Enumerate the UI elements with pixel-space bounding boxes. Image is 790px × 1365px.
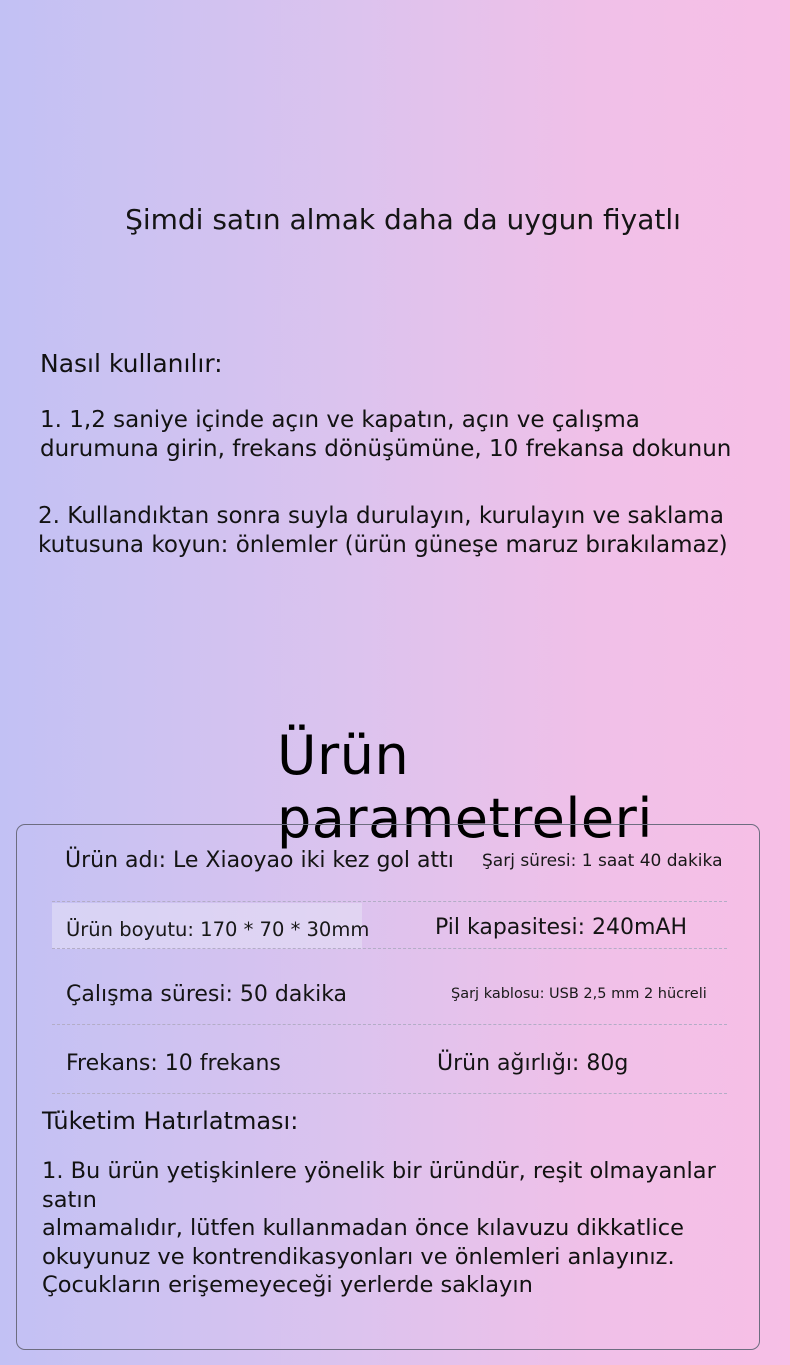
step-1-line-1: 1. 1,2 saniye içinde açın ve kapatın, açın ve çalışma (40, 407, 640, 433)
param-working-time: Çalışma süresi: 50 dakika (66, 982, 348, 1007)
reminder-line-4: Çocukların erişemeyeceği yerlerde saklayın (42, 1272, 533, 1298)
step-2-line-1: 2. Kullandıktan sonra suyla durulayın, kurulayın ve saklama (38, 503, 724, 529)
reminder-title: Tüketim Hatırlatması: (42, 1107, 299, 1135)
reminder-line-3: okuyunuz ve kontrendikasyonları ve önlemleri anlayınız. (42, 1243, 675, 1270)
row-divider (52, 1093, 727, 1094)
param-product-name: Ürün adı: Le Xiaoyao iki kez gol attı (65, 848, 454, 873)
reminder-line-2: almamalıdır, lütfen kullanmadan önce kılavuzu dikkatlice (42, 1215, 684, 1241)
step-1-line-2: durumuna girin, frekans dönüşümüne, 10 frekansa dokunun (40, 436, 732, 462)
how-to-step-1 (40, 406, 760, 464)
promo-text: Şimdi satın almak daha da uygun fiyatlı (125, 203, 681, 236)
param-battery-capacity: Pil kapasitesi: 240mAH (435, 915, 688, 940)
reminder-line-1: 1. Bu ürün yetişkinlere yönelik bir üründür, reşit olmayanlar satın (42, 1158, 716, 1213)
row-divider (52, 901, 727, 902)
how-to-step-2 (38, 502, 768, 560)
param-product-size: Ürün boyutu: 170 * 70 * 30mm (66, 918, 370, 941)
param-charge-cable: Şarj kablosu: USB 2,5 mm 2 hücreli (451, 986, 707, 1002)
reminder-text (42, 1157, 747, 1300)
param-weight: Ürün ağırlığı: 80g (437, 1051, 629, 1076)
row-divider (52, 1024, 727, 1025)
how-to-title: Nasıl kullanılır: (40, 349, 223, 378)
param-frequency: Frekans: 10 frekans (66, 1051, 281, 1076)
params-title: Ürün parametreleri (277, 724, 653, 850)
param-charge-time: Şarj süresi: 1 saat 40 dakika (482, 851, 723, 871)
step-2-line-2: kutusuna koyun: önlemler (ürün güneşe maruz bırakılamaz) (38, 532, 728, 558)
row-divider (52, 948, 727, 949)
